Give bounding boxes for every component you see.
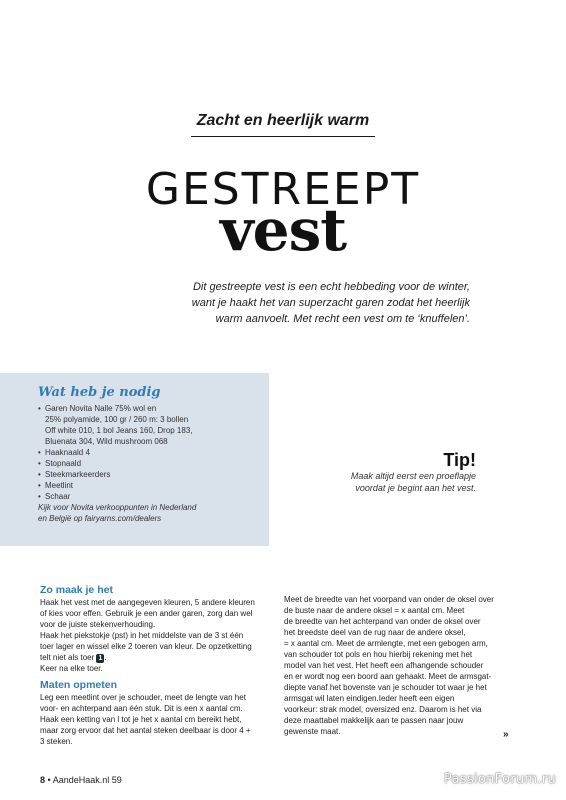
materials-list xyxy=(38,403,269,502)
continue-arrow-icon: » xyxy=(503,729,509,740)
tip-box xyxy=(310,450,476,494)
page-title-line1: GESTREEPT xyxy=(145,164,421,215)
kicker-wrap xyxy=(0,112,566,137)
footer-bullet: • xyxy=(47,775,51,785)
materials-item-cont: Bluenata 304, Wild mushroom 068 xyxy=(45,437,168,446)
page-footer xyxy=(40,775,122,785)
paragraph: Haak het vest met de aangegeven kleuren, 5 andere kleuren of kies voor effen. Gebruik je een ander garen, zorg dan wel voor de juiste stekenverhouding. Haak het piekstokje (pst) in het middelste van de 3 st één toer lager en wissel elke 2 toeren van kleur. De opzetketting telt niet als toer 1 . Keer na elke toer. xyxy=(40,598,255,673)
materials-item: • Meetlint xyxy=(38,480,269,491)
intro-line: want je haakt het van superzacht garen zodat het heerlijk xyxy=(191,297,470,309)
materials-item-cont: 25% polyamide, 100 gr / 260 m: 3 bollen xyxy=(45,415,189,424)
row-number-badge: 1 xyxy=(98,655,103,662)
section-heading-measure: Maten opmeten xyxy=(40,679,118,691)
intro-text xyxy=(140,279,470,327)
intro-line: warm aanvoelt. Met recht een vest om te ‘knuffelen’. xyxy=(215,313,470,325)
instructions-left-column xyxy=(40,584,270,747)
materials-item-cont: Off white 010, 1 bol Jeans 160, Drop 183, xyxy=(45,426,193,435)
kicker: Zacht en heerlijk warm xyxy=(191,112,376,137)
materials-item: • Haaknaald 4 xyxy=(38,447,269,458)
materials-box xyxy=(0,373,269,546)
page-number: 8 xyxy=(40,775,46,785)
materials-item: • Steekmarkeerders xyxy=(38,469,269,480)
materials-item: • Stopnaald xyxy=(38,458,269,469)
materials-heading: Wat heb je nodig xyxy=(38,385,161,400)
intro-line: Dit gestreepte vest is een echt hebbeding voor de winter, xyxy=(192,281,470,293)
materials-note: Kijk voor Novita verkooppunten in Nederland en België op fairyarns.com/dealers xyxy=(38,503,197,523)
instructions-right-column xyxy=(284,594,516,737)
tip-heading: Tip! xyxy=(443,450,476,470)
tip-text: Maak altijd eerst een proeflapje voordat je begint aan het vest. xyxy=(350,471,476,493)
materials-item: • Garen Novita Nalle 75% wol en 25% polyamide, 100 gr / 260 m: 3 bollen Off white 010, 1 bol Jeans 160, Drop 183, Bluenata 304, Wild mushroom 068 xyxy=(38,403,269,447)
section-heading-make: Zo maak je het xyxy=(40,584,113,596)
materials-item: • Schaar xyxy=(38,491,269,502)
page-title-line2: vest xyxy=(219,196,347,264)
watermark: PassionForum.ru xyxy=(443,772,556,787)
paragraph: Meet de breedte van het voorpand van onder de oksel over de buste naar de andere oksel = x aantal cm. Meet de breedte van het achterpand van onder de oksel over het breedste deel van de rug naar de andere oksel, = x aantal cm. Meet de armlengte, met een gebogen arm, van schouder tot pols en hou hierbij rekening met het model van het vest. Het heeft een afhangende schouder en er wordt nog een boord aan gehaakt. Meet de armsgat- diepte vanaf het bovenste van je schouder tot waar je het armsgat wil laten eindigen.Ieder heeft een eigen voorkeur: strak model, oversized enz. Daarom is het via deze maattabel makkelijk aan te passen naar jouw gewenste maat. xyxy=(284,595,494,736)
paragraph: Leg een meetlint over je schouder, meet de lengte van het voor- en achterpand aan één stuk. Dit is een x aantal cm. Haak een ketting van l tot je het x aantal cm bereikt hebt, maar zorg ervoor dat het aantal steken deelbaar is door 4 + 3 steken. xyxy=(40,693,251,746)
magazine-name: AandeHaak.nl 59 xyxy=(52,775,122,785)
